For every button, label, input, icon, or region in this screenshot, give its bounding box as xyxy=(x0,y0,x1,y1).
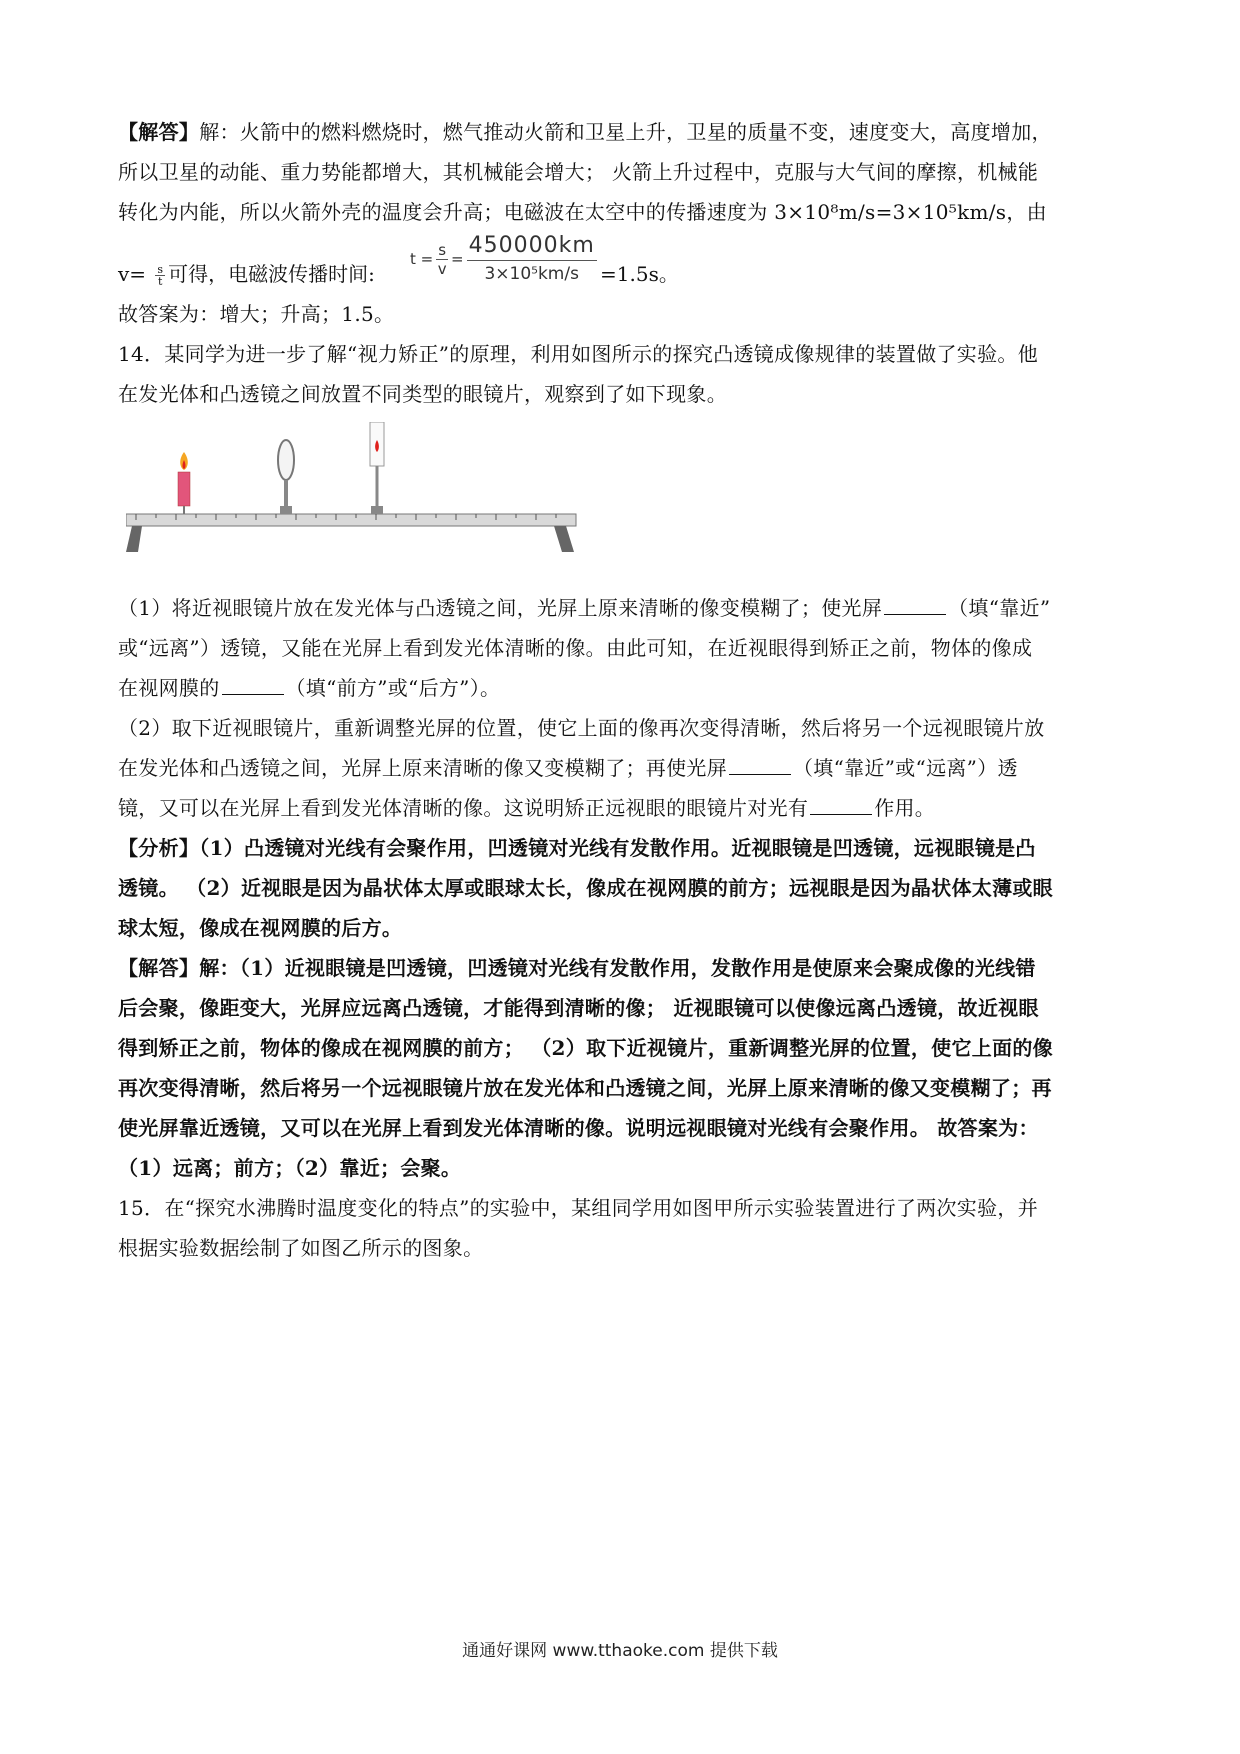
answer-label: 【解答】 xyxy=(118,120,200,144)
answer14-line4: 再次变得清晰，然后将另一个远视眼镜片放在发光体和凸透镜之间，光屏上原来清晰的像又变模糊了；再 xyxy=(118,1076,1052,1100)
q14-part2-line2: 在发光体和凸透镜之间，光屏上原来清晰的像又变模糊了；再使光屏 （填“靠近”或“远离”）透 xyxy=(118,748,1128,788)
answer-label: 【解答】 xyxy=(118,956,200,980)
answer14-line3: 得到矫正之前，物体的像成在视网膜的前方； （2）取下近视镜片，重新调整光屏的位置，使它上面的像 xyxy=(118,1036,1053,1060)
analysis14-line2: 透镜。 （2）近视眼是因为晶状体太厚或眼球太长，像成在视网膜的前方；远视眼是因为晶状体太薄或眼 xyxy=(118,876,1053,900)
q14-part1-line1: （1）将近视眼镜片放在发光体与凸透镜之间，光屏上原来清晰的像变模糊了；使光屏 （填“靠近” xyxy=(118,588,1128,628)
answer14-line2: 后会聚，像距变大，光屏应远离凸透镜，才能得到清晰的像； 近视眼镜可以使像远离凸透镜，故近视眼 xyxy=(118,996,1039,1020)
document-body xyxy=(118,112,1128,1268)
optical-bench-figure xyxy=(126,422,586,582)
page-footer: 通通好课网 www.tthaoke.com 提供下载 xyxy=(462,1641,778,1661)
answer13-line1: 【解答】解：火箭中的燃料燃烧时，燃气推动火箭和卫星上升，卫星的质量不变，速度变大，高度增加， xyxy=(118,120,1052,144)
q14-part2-line1: （2）取下近视眼镜片，重新调整光屏的位置，使它上面的像再次变得清晰，然后将另一个远视眼镜片放 xyxy=(118,716,1045,740)
answer13-formula-line: v= $\frac{s}{t}$ 可得，电磁波传播时间: t = $\frac{s}{v}$ = $\frac{450000km}{\text{3×10⁵km/s}}$ =1.5s。 xyxy=(118,233,679,288)
q14-part1-line2: 或“远离”）透镜，又能在光屏上看到发光体清晰的像。由此可知，在近视眼得到矫正之前，物体的像成 xyxy=(118,636,1033,660)
answer13-line3: 转化为内能，所以火箭外壳的温度会升高；电磁波在太空中的传播速度为 3×10⁸m/s=3×10⁵km/s，由 xyxy=(118,200,1047,224)
velocity-fraction: $\frac{s}{t}$ xyxy=(157,263,164,288)
q14-part2-line3: 镜，又可以在光屏上看到发光体清晰的像。这说明矫正远视眼的眼镜片对光有 作用。 xyxy=(118,788,1128,828)
analysis14-line3: 球太短，像成在视网膜的后方。 xyxy=(118,916,403,940)
answer14-line6: （1）远离；前方；（2）靠近；会聚。 xyxy=(118,1156,462,1180)
answer14-line1: 【解答】解：（1）近视眼镜是凹透镜，凹透镜对光线有发散作用，发散作用是使原来会聚成像的光线错 xyxy=(118,956,1036,980)
answer13-conclusion: 故答案为：增大；升高；1.5。 xyxy=(118,302,395,326)
q14-line2: 在发光体和凸透镜之间放置不同类型的眼镜片，观察到了如下现象。 xyxy=(118,382,727,406)
convex-lens xyxy=(278,440,294,480)
analysis14-line1: 【分析】（1）凸透镜对光线有会聚作用，凹透镜对光线有发散作用。近视眼镜是凹透镜，远视眼镜是凸 xyxy=(118,836,1036,860)
q14-line1: 14．某同学为进一步了解“视力矫正”的原理，利用如图所示的探究凸透镜成像规律的装置做了实验。他 xyxy=(118,342,1038,366)
answer-blank-1[interactable] xyxy=(884,592,946,615)
time-result: =1.5s。 xyxy=(600,262,679,286)
answer-blank-3[interactable] xyxy=(729,752,791,775)
candle xyxy=(178,472,190,506)
q15-line2: 根据实验数据绘制了如图乙所示的图象。 xyxy=(118,1236,484,1260)
time-formula-image: t = $\frac{s}{v}$ = $\frac{450000km}{\text{3×10⁵km/s}}$ xyxy=(410,233,595,284)
optical-bench-illustration xyxy=(126,422,586,582)
answer-blank-2[interactable] xyxy=(222,672,284,695)
analysis-label: 【分析】 xyxy=(118,836,200,860)
answer13-line2: 所以卫星的动能、重力势能都增大，其机械能会增大； 火箭上升过程中，克服与大气间的摩擦，机械能 xyxy=(118,160,1039,184)
q14-part1-line3: 在视网膜的 （填“前方”或“后方”）。 xyxy=(118,668,1128,708)
answer14-line5: 使光屏靠近透镜，又可以在光屏上看到发光体清晰的像。说明远视眼镜对光线有会聚作用。 故答案为： xyxy=(118,1116,1039,1140)
q15-line1: 15．在“探究水沸腾时温度变化的特点”的实验中，某组同学用如图甲所示实验装置进行了两次实验，并 xyxy=(118,1196,1038,1220)
answer-blank-4[interactable] xyxy=(810,792,872,815)
